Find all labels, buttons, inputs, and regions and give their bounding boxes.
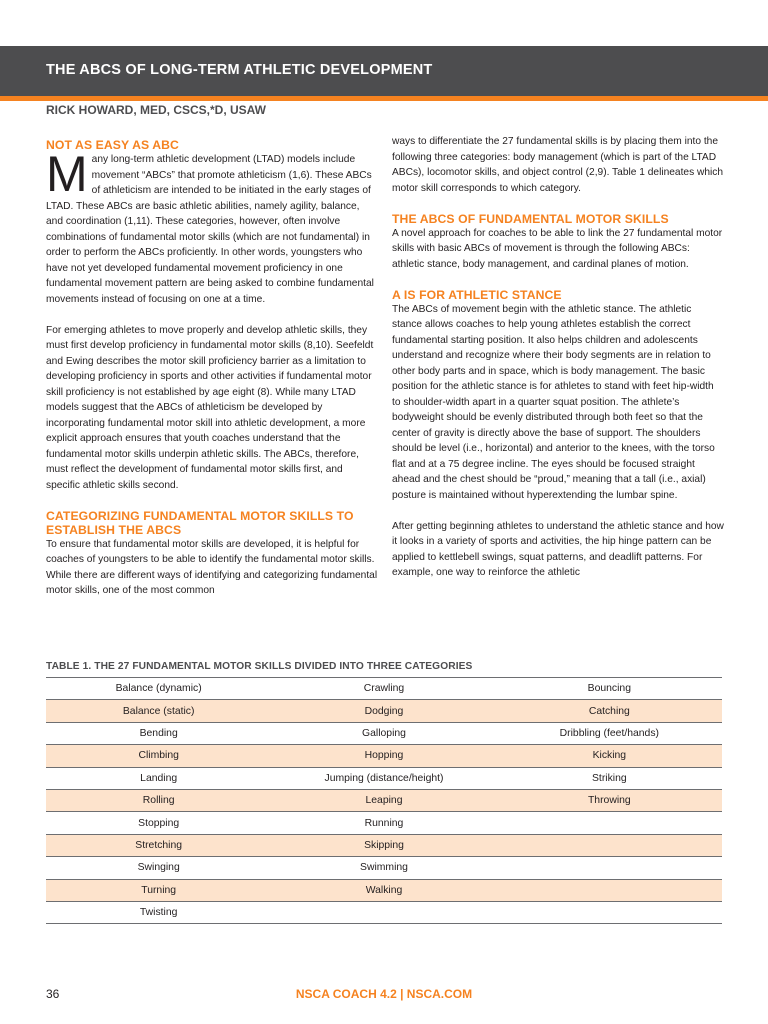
motor-skills-table bbox=[46, 677, 722, 924]
body-paragraph bbox=[46, 146, 378, 307]
table-cell: Hopping bbox=[271, 745, 496, 767]
body-paragraph: The ABCs of movement begin with the athletic stance. The athletic stance allows coaches to help young athletes establish the correct fundamental starting position. It also helps children and adolescents understand and recognize where their body segments are in relation to other body parts and in space, which is body management. The basic position for the athletic stance is for athletes to stand with feet hip-width to shoulder-width apart in a quarter squat position. The athlete’s bodyweight should be evenly distributed through both feet so that the center of gravity is directly above the base of support. The shoulders should be level (i.e., horizontal) and anterior to the knees, with the torso flat and at a 75 degree incline. The eyes should be focused straight ahead and the chest should be “proud,” meaning that a tall (i.e., axial) posture is maintained without hyperextending the lumbar spine. bbox=[392, 303, 715, 501]
author-byline: RICK HOWARD, MED, CSCS,*D, USAW bbox=[46, 103, 267, 117]
table-cell: Stopping bbox=[46, 812, 271, 834]
table-cell: Running bbox=[271, 812, 496, 834]
table-row bbox=[46, 879, 722, 901]
table-cell bbox=[497, 857, 722, 879]
table-cell: Climbing bbox=[46, 745, 271, 767]
table-cell bbox=[271, 901, 496, 923]
table-cell: Walking bbox=[271, 879, 496, 901]
table-cell: Twisting bbox=[46, 901, 271, 923]
table-cell: Swinging bbox=[46, 857, 271, 879]
left-column bbox=[46, 138, 378, 599]
table-row bbox=[46, 678, 722, 700]
table-row bbox=[46, 789, 722, 811]
table-row bbox=[46, 812, 722, 834]
table-cell: Balance (dynamic) bbox=[46, 678, 271, 700]
article-title: THE ABCS OF LONG-TERM ATHLETIC DEVELOPMENT bbox=[46, 62, 433, 78]
table-cell: Bending bbox=[46, 722, 271, 744]
table-cell: Throwing bbox=[497, 789, 722, 811]
table-row bbox=[46, 722, 722, 744]
table-cell: Dodging bbox=[271, 700, 496, 722]
body-paragraph: A novel approach for coaches to be able to link the 27 fundamental motor skills with basic ABCs of movement is through the following ABCs: athletic stance, body management, and cardinal planes of motion. bbox=[392, 227, 723, 270]
table-cell: Bouncing bbox=[497, 678, 722, 700]
table-row bbox=[46, 901, 722, 923]
drop-cap: M bbox=[46, 146, 88, 202]
paragraph-text: any long-term athletic development (LTAD) models include movement “ABCs” that promote athleticism (1,6). These ABCs of athleticism are intended to be initiated in the early stages of LTAD. These ABCs are basic athletic abilities, namely agility, balance, and coordination (1,11). These categories, however, often involve combinations of fundamental motor skills (which are not fundamental) in order to perform the ABCs proficiently. In other words, youngsters who have not yet developed fundamental movement proficiency in one fundamental movement pattern are being asked to combine fundamental movements instead of focusing on one at a time. bbox=[46, 154, 374, 305]
table-cell: Balance (static) bbox=[46, 700, 271, 722]
section-heading: CATEGORIZING FUNDAMENTAL MOTOR SKILLS TO ESTABLISH THE ABCS bbox=[46, 508, 354, 537]
table-cell: Striking bbox=[497, 767, 722, 789]
table-cell: Rolling bbox=[46, 789, 271, 811]
table-cell bbox=[497, 812, 722, 834]
table-cell: Landing bbox=[46, 767, 271, 789]
section-heading: THE ABCS OF FUNDAMENTAL MOTOR SKILLS bbox=[392, 211, 669, 226]
table-cell: Kicking bbox=[497, 745, 722, 767]
header-bar bbox=[0, 46, 768, 96]
table-row bbox=[46, 700, 722, 722]
table-cell: Dribbling (feet/hands) bbox=[497, 722, 722, 744]
table-cell: Galloping bbox=[271, 722, 496, 744]
section-heading: NOT AS EASY AS ABC bbox=[46, 138, 179, 152]
header-accent-rule bbox=[0, 96, 768, 101]
section-heading: A IS FOR ATHLETIC STANCE bbox=[392, 287, 562, 302]
table-cell: Stretching bbox=[46, 834, 271, 856]
table-row bbox=[46, 834, 722, 856]
table-cell bbox=[497, 834, 722, 856]
table-cell: Leaping bbox=[271, 789, 496, 811]
table-cell: Turning bbox=[46, 879, 271, 901]
table-cell bbox=[497, 901, 722, 923]
body-paragraph: After getting beginning athletes to understand the athletic stance and how it looks in a variety of sports and activities, the hip hinge pattern can be applied to kettlebell swings, squat patterns, and deadlift patterns. For example, one way to reinforce the athletic bbox=[392, 520, 724, 578]
table-cell: Swimming bbox=[271, 857, 496, 879]
body-paragraph: ways to differentiate the 27 fundamental skills is by placing them into the following three categories: body management (which is part of the LTAD ABCs), locomotor skills, and object control (2,9). Table 1 delineates which motor skill corresponds to which category. bbox=[392, 136, 724, 194]
table-cell: Skipping bbox=[271, 834, 496, 856]
body-paragraph: To ensure that fundamental motor skills are developed, it is helpful for coaches of youngsters to be able to identify the fundamental motor skills. While there are different ways of identifying and categorizing fundamental motor skills, one of the most common bbox=[46, 538, 378, 596]
table-cell: Catching bbox=[497, 700, 722, 722]
body-paragraph: For emerging athletes to move properly and develop athletic skills, they must first develop proficiency in fundamental motor skills (8,10). Seefeldt and Ewing describes the motor skill proficiency barrier as a limitation to developing proficiency in sports and other activities if fundamental motor skill proficiency is not established by age eight (8). While many LTAD models suggest that the ABCs of athleticism be developed by incorporating fundamental motor skill into athletic development, a more explicit approach ensures that youth coaches understand that the fundamental motor skills underpin athletic skills. The ABCs, therefore, must reflect the development of fundamental motor skills first, and specific athletic skills second. bbox=[46, 324, 374, 491]
table-cell: Jumping (distance/height) bbox=[271, 767, 496, 789]
table-cell bbox=[497, 879, 722, 901]
table-row bbox=[46, 767, 722, 789]
table-row bbox=[46, 745, 722, 767]
table-cell: Crawling bbox=[271, 678, 496, 700]
table-row bbox=[46, 857, 722, 879]
page-number: 36 bbox=[46, 987, 60, 1001]
journal-footer: NSCA COACH 4.2 | NSCA.COM bbox=[295, 987, 473, 1001]
table-title: TABLE 1. THE 27 FUNDAMENTAL MOTOR SKILLS DIVIDED INTO THREE CATEGORIES bbox=[46, 661, 473, 672]
right-column bbox=[392, 134, 724, 581]
